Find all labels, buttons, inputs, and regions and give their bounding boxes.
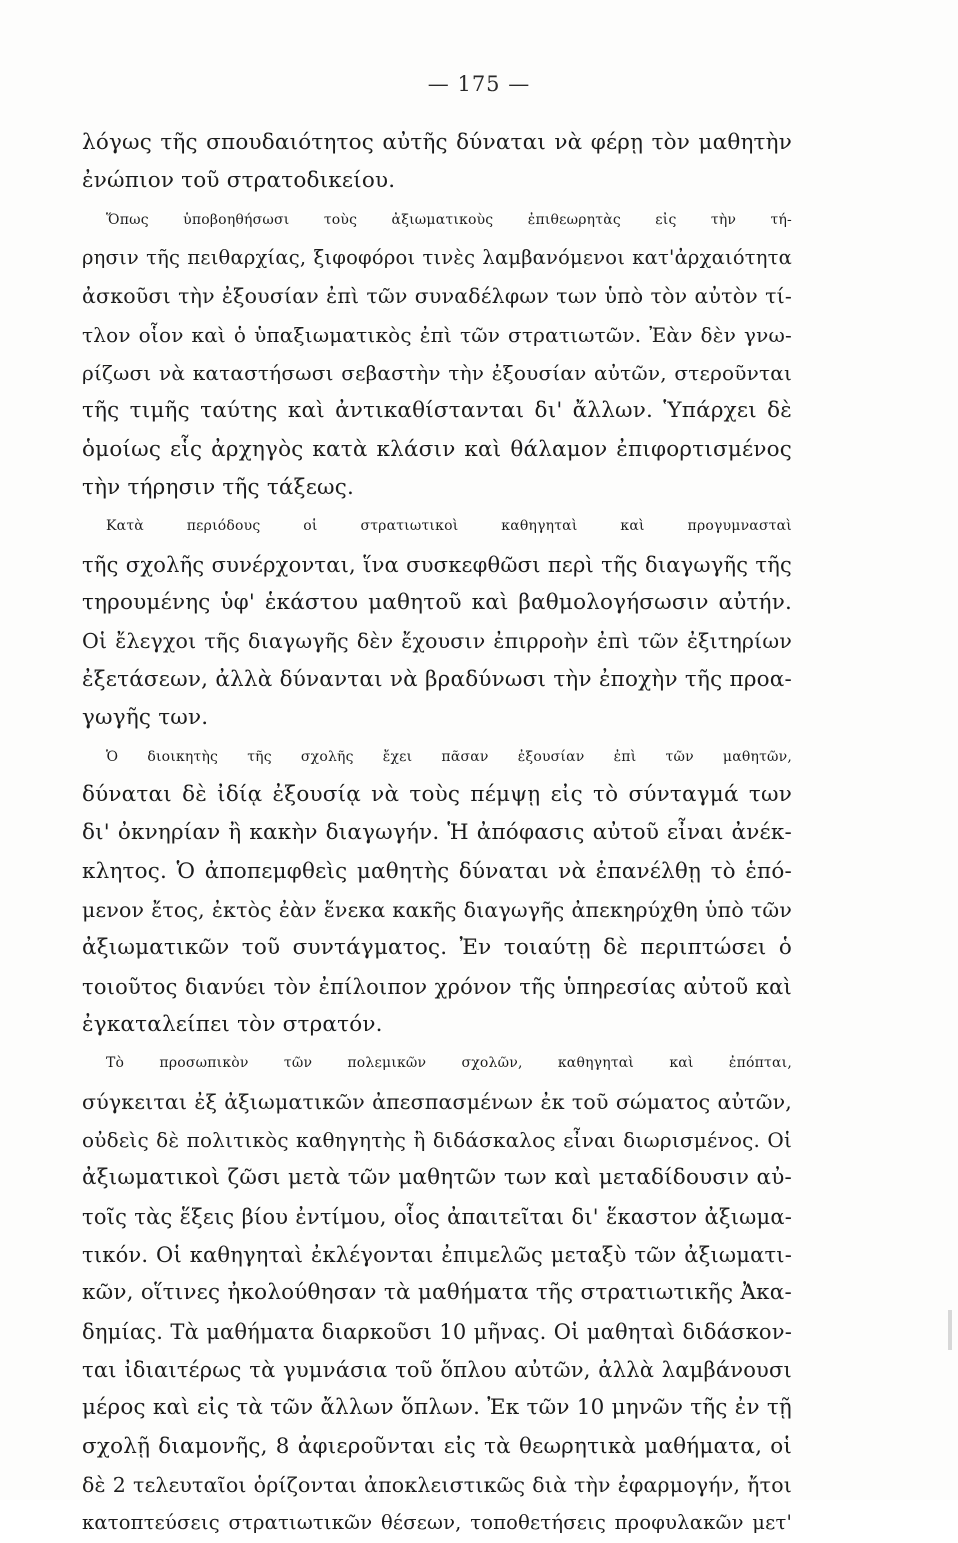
text-line: δι' ὀκνηρίαν ἢ κακὴν διαγωγήν. Ἡ ἀπόφασις αὐτοῦ εἶναι ἀνέκ- — [82, 820, 792, 846]
text-line: Οἱ ἔλεγχοι τῆς διαγωγῆς δὲν ἔχουσιν ἐπιρροὴν ἐπὶ τῶν ἐξιτηρίων — [82, 629, 792, 654]
text-line: λόγως τῆς σπουδαιότητος αὐτῆς δύναται νὰ φέρῃ τὸν μαθητὴν — [82, 130, 792, 155]
text-line: ἀξιωματικῶν τοῦ συντάγματος. Ἐν τοιαύτῃ δὲ περιπτώσει ὁ — [82, 935, 792, 961]
text-line: ἐνώπιον τοῦ στρατοδικείου. — [82, 168, 396, 194]
text-line: Ὁ διοικητὴς τῆς σχολῆς ἔχει πᾶσαν ἐξουσίαν ἐπὶ τῶν μαθητῶν, — [106, 748, 792, 765]
text-line: δὲ 2 τελευταῖοι ὁρίζονται ἀποκλειστικῶς διὰ τὴν ἐφαρμογήν, ἤτοι — [82, 1473, 792, 1498]
text-line: δημίας. Τὰ μαθήματα διαρκοῦσι 10 μῆνας. Οἱ μαθηταὶ διδάσκον- — [82, 1319, 792, 1344]
text-line: σχολῇ διαμονῆς, 8 ἀφιεροῦνται εἰς τὰ θεωρητικὰ μαθήματα, οἱ — [82, 1433, 792, 1459]
text-line: μέρος καὶ εἰς τὰ τῶν ἄλλων ὅπλων. Ἐκ τῶν 10 μηνῶν τῆς ἐν τῇ — [82, 1395, 792, 1421]
page-number: — 175 — — [427, 72, 531, 96]
text-line: κῶν, οἵτινες ἠκολούθησαν τὰ μαθήματα τῆς στρατιωτικῆς Ἀκα- — [82, 1280, 792, 1306]
text-line: ρησιν τῆς πειθαρχίας, ξιφοφόροι τινὲς λαμβανόμενοι κατ'ἀρχαιότητα — [82, 246, 792, 270]
text-line: τλον οἷον καὶ ὁ ὑπαξιωματικὸς ἐπὶ τῶν στρατιωτῶν. Ἐὰν δὲν γνω- — [82, 322, 792, 347]
page-edge-mark — [948, 1310, 952, 1350]
text-line: τὴν τήρησιν τῆς τάξεως. — [82, 475, 355, 501]
text-line: γωγῆς των. — [82, 705, 209, 731]
text-line: τοιοῦτος διανύει τὸν ἐπίλοιπον χρόνον τῆς ὑπηρεσίας αὐτοῦ καὶ — [82, 974, 792, 999]
text-line: κλητος. Ὁ ἀποπεμφθεὶς μαθητὴς δύναται νὰ ἐπανέλθῃ τὸ ἑπό- — [82, 858, 792, 884]
text-line: ὁμοίως εἷς ἀρχηγὸς κατὰ κλάσιν καὶ θάλαμον ἐπιφορτισμένος — [82, 436, 792, 462]
text-line: τῆς τιμῆς ταύτης καὶ ἀντικαθίστανται δι' ἄλλων. Ὑπάρχει δὲ — [82, 398, 792, 424]
text-line: τηρουμένης ὑφ' ἑκάστου μαθητοῦ καὶ βαθμολογήσωσιν αὐτήν. — [82, 590, 792, 616]
text-line: ἀσκοῦσι τὴν ἐξουσίαν ἐπὶ τῶν συναδέλφων των ὑπὸ τὸν αὐτὸν τί- — [82, 284, 792, 309]
text-line: μενον ἔτος, ἐκτὸς ἐὰν ἕνεκα κακῆς διαγωγῆς ἀπεκηρύχθη ὑπὸ τῶν — [82, 897, 792, 922]
text-line: δύναται δὲ ἰδίᾳ ἐξουσίᾳ νὰ τοὺς πέμψῃ εἰς τὸ σύνταγμά των — [82, 781, 792, 807]
text-line: Κατὰ περιόδους οἱ στρατιωτικοὶ καθηγηταὶ καὶ προγυμνασταὶ — [106, 518, 792, 535]
text-line: τῆς σχολῆς συνέρχονται, ἵνα συσκεφθῶσι περὶ τῆς διαγωγῆς τῆς — [82, 552, 792, 577]
text-line: οὐδεὶς δὲ πολιτικὸς καθηγητὴς ἢ διδάσκαλος εἶναι διωρισμένος. Οἱ — [82, 1127, 792, 1152]
text-line: ται ἰδιαιτέρως τὰ γυμνάσια τοῦ ὅπλου αὐτῶν, ἀλλὰ λαμβάνουσι — [82, 1358, 792, 1382]
text-line: σύγκειται ἐξ ἀξιωματικῶν ἀπεσπασμένων ἐκ τοῦ σώματος αὐτῶν, — [82, 1089, 792, 1114]
text-line: ἐγκαταλείπει τὸν στρατόν. — [82, 1011, 383, 1037]
text-line: ἀξιωματικοὶ ζῶσι μετὰ τῶν μαθητῶν των καὶ μεταδίδουσιν αὐ- — [82, 1165, 792, 1191]
body-text — [82, 124, 792, 1543]
text-line: Τὸ προσωπικὸν τῶν πολεμικῶν σχολῶν, καθηγηταὶ καὶ ἐπόπται, — [106, 1055, 792, 1072]
text-line: τοῖς τὰς ἕξεις βίου ἐντίμου, οἷος ἀπαιτεῖται δι' ἕκαστον ἀξιωμα- — [82, 1204, 792, 1229]
text-line: τικόν. Οἱ καθηγηταὶ ἐκλέγονται ἐπιμελῶς μεταξὺ τῶν ἀξιωματι- — [82, 1242, 792, 1267]
text-line: Ὅπως ὑποβοηθήσωσι τοὺς ἀξιωματικοὺς ἐπιθεωρητὰς εἰς τὴν τή- — [106, 211, 792, 228]
text-line: ἐξετάσεων, ἀλλὰ δύνανται νὰ βραδύνωσι τὴν ἐποχὴν τῆς προα- — [82, 666, 792, 692]
text-line: κατοπτεύσεις στρατιωτικῶν θέσεων, τοποθετήσεις προφυλακῶν μετ' — [82, 1511, 792, 1535]
text-line: ρίζωσι νὰ καταστήσωσι σεβαστὴν τὴν ἐξουσίαν αὐτῶν, στεροῦνται — [82, 361, 792, 386]
